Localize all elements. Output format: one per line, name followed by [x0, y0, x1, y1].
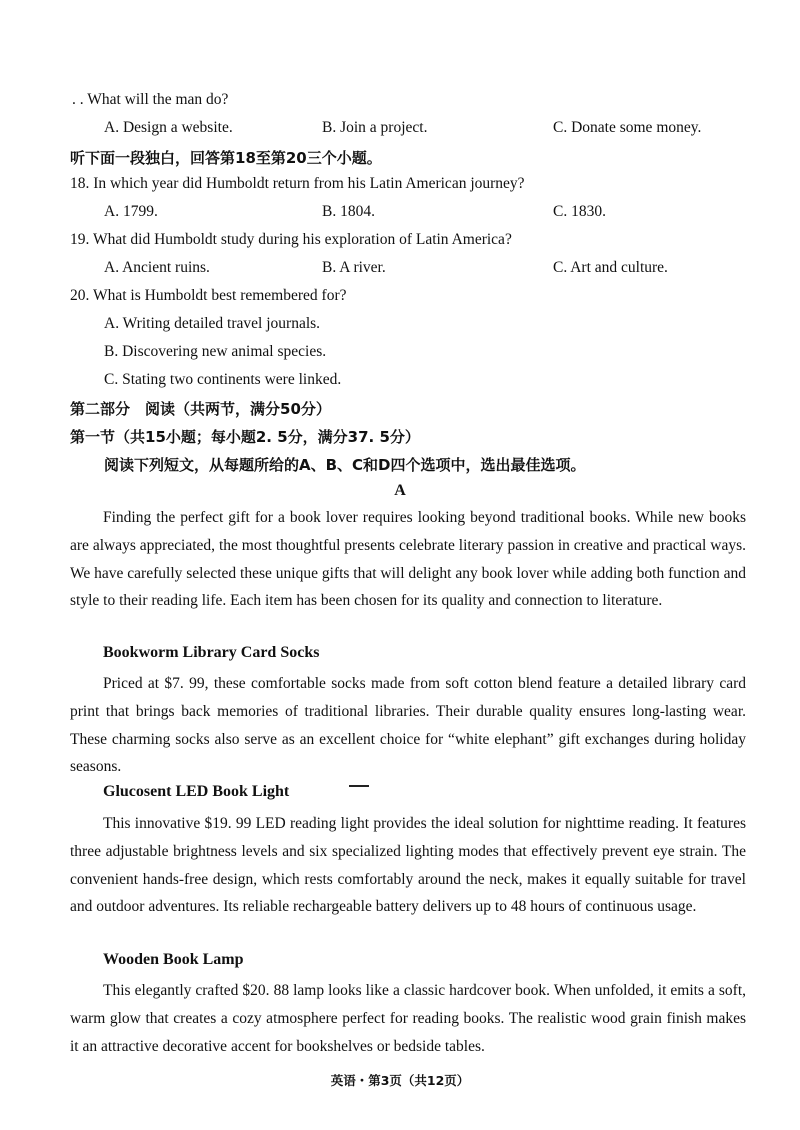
q17-option-b: B. Join a project. — [322, 119, 428, 136]
intro-paragraph — [70, 504, 746, 615]
q18-stem: 18. In which year did Humboldt return from his Latin American journey? — [70, 175, 525, 192]
q20-option-a: A. Writing detailed travel journals. — [104, 315, 321, 332]
item-title-socks: Bookworm Library Card Socks — [103, 644, 320, 661]
part2-title: 第二部分 阅读（共两节，满分50分） — [70, 400, 331, 418]
q20-option-b: B. Discovering new animal species. — [104, 343, 327, 360]
q17-option-a: A. Design a website. — [104, 119, 233, 136]
q17-option-c: C. Donate some money. — [553, 119, 702, 136]
page-footer: 英语・第3页（共12页） — [330, 1073, 470, 1088]
q19-stem: 19. What did Humboldt study during his exploration of Latin America? — [70, 231, 512, 248]
reading-instruction: 阅读下列短文，从每题所给的A、B、C和D四个选项中，选出最佳选项。 — [104, 456, 586, 474]
item-title-book-light: Glucosent LED Book Light — [103, 783, 290, 800]
item-text-socks: Priced at $7. 99, these comfortable socks made from soft cotton blend feature a detailed library card print that brings back memories of traditional libraries. Their durable quality ensures long-lasting wear. These charming socks also serve as an excellent choice for “white elephant” gift exchanges during holiday seasons. — [70, 675, 746, 776]
passage-label: A — [394, 482, 406, 499]
item-text-socks-block — [70, 670, 746, 781]
section1-title: 第一节（共15小题；每小题2. 5分，满分37. 5分） — [70, 428, 420, 446]
item-text-book-lamp: This elegantly crafted $20. 88 lamp looks like a classic hardcover book. When unfolded, it emits a soft, warm glow that creates a cozy atmosphere perfect for reading books. The realistic wood grain finish makes it an attractive decorative accent for bookshelves or bedside tables. — [70, 982, 746, 1055]
q18-option-a: A. 1799. — [104, 203, 158, 220]
item-text-book-light-block — [70, 810, 746, 921]
q20-stem: 20. What is Humboldt best remembered for? — [70, 287, 347, 304]
monologue-instruction: 听下面一段独白，回答第18至第20三个小题。 — [70, 149, 382, 167]
item-title-book-lamp: Wooden Book Lamp — [103, 951, 244, 968]
item-text-book-lamp-block — [70, 977, 746, 1060]
q18-option-b: B. 1804. — [322, 203, 375, 220]
q20-option-c: C. Stating two continents were linked. — [104, 371, 342, 388]
q19-option-b: B. A river. — [322, 259, 386, 276]
q17-stem: . . What will the man do? — [72, 91, 229, 108]
item-text-book-light: This innovative $19. 99 LED reading light provides the ideal solution for nighttime reading. It features three adjustable brightness levels and six specialized lighting modes that effectively prevent eye strain. The convenient hands-free design, which rests comfortably around the neck, makes it equally suitable for travel and outdoor adventures. Its reliable rechargeable battery delivers up to 48 hours of continuous usage. — [70, 815, 746, 916]
q19-option-c: C. Art and culture. — [553, 259, 668, 276]
q19-option-a: A. Ancient ruins. — [104, 259, 210, 276]
q18-option-c: C. 1830. — [553, 203, 606, 220]
stray-mark — [349, 785, 369, 787]
intro-text: Finding the perfect gift for a book lover requires looking beyond traditional books. While new books are always appreciated, the most thoughtful presents celebrate literary passion in creative and practical ways. We have carefully selected these unique gifts that will delight any book lover while adding both function and style to their reading life. Each item has been chosen for its quality and connection to literature. — [70, 509, 746, 610]
